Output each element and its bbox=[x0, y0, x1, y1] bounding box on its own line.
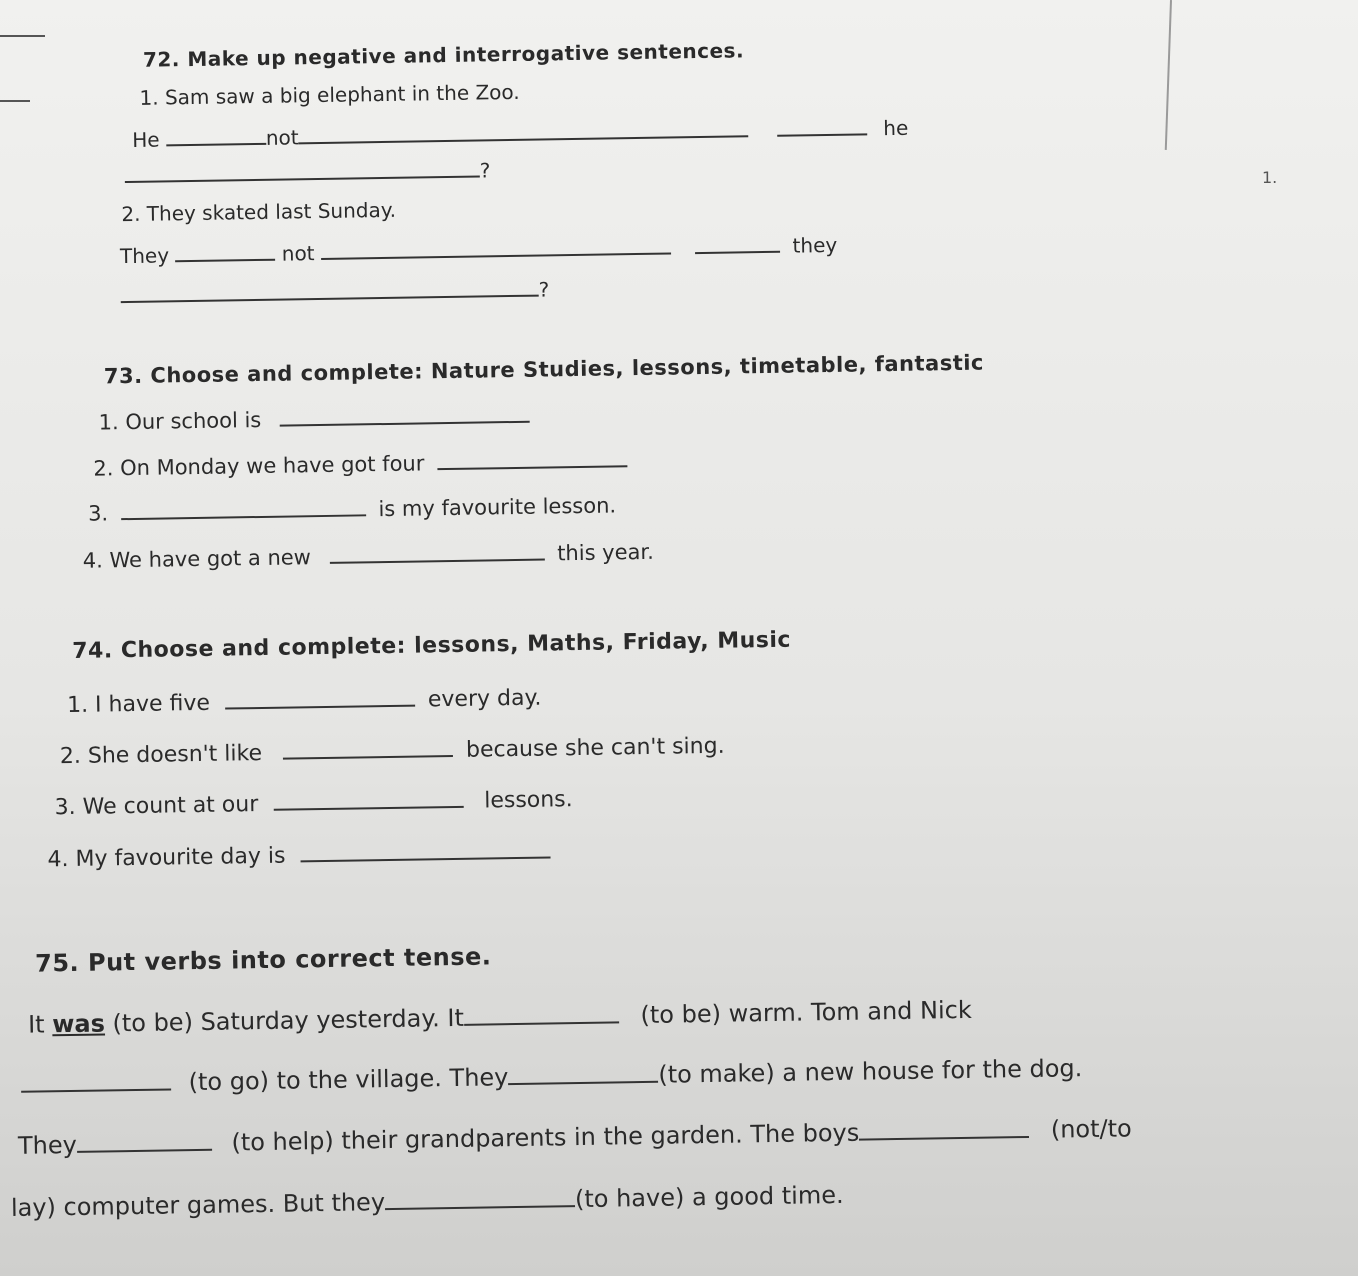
ex75-line3-text: (to help) their grandparents in the garden. The boys bbox=[231, 1118, 860, 1157]
ex74-line3-text: 3. We count at our bbox=[54, 792, 259, 821]
blank[interactable] bbox=[329, 538, 544, 564]
ex75-line4-text: lay) computer games. But they bbox=[10, 1188, 386, 1222]
ex75-line4-end: (to have) a good time. bbox=[574, 1180, 844, 1214]
ex73-line4-end: this year. bbox=[557, 539, 654, 566]
ex72-item1-question-line bbox=[125, 155, 491, 188]
ex74-title: 74. Choose and complete: lessons, Maths, Friday, Music bbox=[72, 627, 792, 664]
ex74-line1-text: 1. I have five bbox=[66, 690, 211, 719]
blank[interactable] bbox=[283, 733, 453, 760]
ex75-line4 bbox=[11, 1177, 844, 1222]
ex74-line3-end: lessons. bbox=[484, 787, 573, 814]
ex73-line3-number: 3. bbox=[87, 501, 109, 526]
ex74-line2 bbox=[60, 729, 725, 769]
ex73-line3-text: is my favourite lesson. bbox=[378, 493, 617, 522]
ex75-line3 bbox=[18, 1110, 1132, 1159]
blank[interactable] bbox=[77, 1125, 212, 1153]
word-not: not bbox=[265, 125, 299, 150]
ex75-line2-end: (to make) a new house for the dog. bbox=[658, 1054, 1083, 1089]
ex72-title: 72. Make up negative and interrogative sentences. bbox=[142, 38, 745, 72]
ex75-line1-start: It bbox=[27, 1010, 53, 1039]
ex72-item1: 1. Sam saw a big elephant in the Zoo. bbox=[139, 79, 520, 110]
ex75-line3-start: They bbox=[17, 1130, 78, 1160]
ex75-line1 bbox=[28, 992, 972, 1039]
ex72-item2-answer-line bbox=[120, 230, 838, 268]
ex74-line4 bbox=[47, 834, 550, 872]
ex74-line3 bbox=[54, 782, 572, 820]
blank[interactable] bbox=[120, 275, 538, 304]
blank[interactable] bbox=[175, 239, 275, 263]
ex74-line1-end: every day. bbox=[427, 685, 542, 713]
blank[interactable] bbox=[121, 493, 366, 520]
blank[interactable] bbox=[695, 231, 780, 254]
ex74-line1 bbox=[67, 681, 542, 718]
word-he: he bbox=[883, 115, 909, 141]
ex75-line1-text: (to be) Saturday yesterday. It bbox=[104, 1003, 465, 1038]
blank[interactable] bbox=[321, 232, 671, 259]
margin-number: 1. bbox=[1262, 168, 1278, 187]
ex74-line4-text: 4. My favourite day is bbox=[47, 843, 286, 873]
ex73-line1 bbox=[98, 400, 530, 435]
ex73-title: 73. Choose and complete: Nature Studies, lessons, timetable, fantastic bbox=[103, 350, 985, 389]
ex72-item2-question-line bbox=[120, 274, 549, 308]
ex75-line2-text: (to go) to the village. They bbox=[188, 1063, 509, 1097]
word-he: He bbox=[132, 127, 160, 152]
blank[interactable] bbox=[21, 1064, 171, 1092]
ex75-line2 bbox=[21, 1050, 1083, 1099]
blank[interactable] bbox=[273, 784, 463, 811]
blank[interactable] bbox=[298, 115, 748, 144]
blank[interactable] bbox=[280, 400, 530, 427]
blank[interactable] bbox=[777, 113, 867, 136]
ex73-line4 bbox=[83, 536, 654, 573]
ex74-line2-text: 2. She doesn't like bbox=[59, 740, 263, 770]
blank[interactable] bbox=[166, 123, 266, 147]
ex73-line3 bbox=[88, 489, 616, 525]
ex73-line2 bbox=[93, 444, 627, 480]
blank[interactable] bbox=[464, 997, 619, 1025]
blank[interactable] bbox=[437, 444, 627, 470]
ex75-line1-end: (to be) warm. Tom and Nick bbox=[640, 995, 972, 1030]
ex72-item1-answer-line bbox=[132, 113, 909, 152]
ex75-example-answer: was bbox=[52, 1009, 106, 1039]
blank[interactable] bbox=[125, 155, 480, 183]
ex75-line3-end: (not/to bbox=[1050, 1114, 1132, 1144]
ex73-line2-text: 2. On Monday we have got four bbox=[93, 451, 425, 481]
blank[interactable] bbox=[859, 1112, 1029, 1141]
blank[interactable] bbox=[385, 1181, 575, 1210]
ex72-item2: 2. They skated last Sunday. bbox=[121, 197, 397, 227]
ex73-line1-text: 1. Our school is bbox=[98, 407, 262, 435]
ex74-line2-end: because she can't sing. bbox=[465, 733, 725, 763]
word-not: not bbox=[281, 241, 315, 266]
word-they: They bbox=[119, 243, 170, 269]
blank[interactable] bbox=[508, 1057, 658, 1085]
blank[interactable] bbox=[225, 683, 415, 710]
word-they: they bbox=[792, 232, 838, 258]
question-mark: ? bbox=[538, 277, 550, 302]
ex73-line4-text: 4. We have got a new bbox=[82, 545, 312, 573]
ex75-title: 75. Put verbs into correct tense. bbox=[34, 942, 492, 978]
question-mark: ? bbox=[479, 158, 491, 183]
blank[interactable] bbox=[300, 834, 550, 862]
